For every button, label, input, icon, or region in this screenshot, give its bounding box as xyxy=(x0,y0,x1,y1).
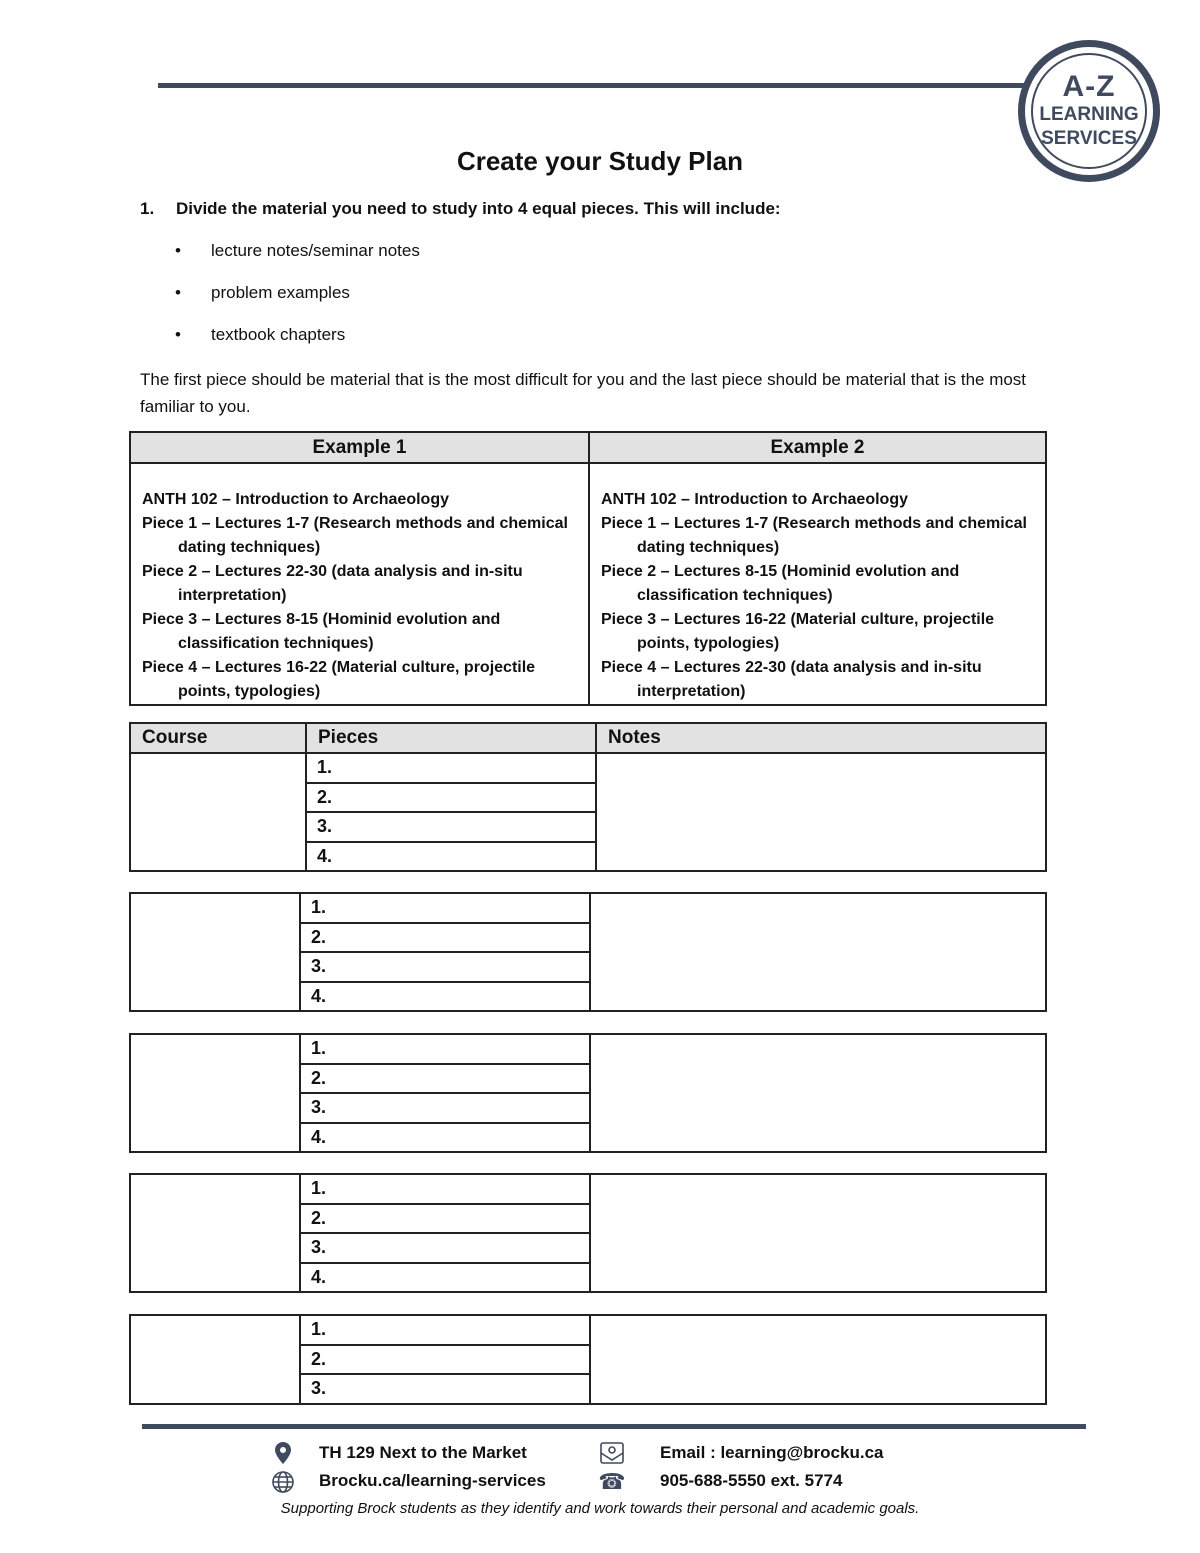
footer-website-link[interactable]: Brocku.ca/learning-services xyxy=(319,1471,546,1490)
piece-cell[interactable]: 2. xyxy=(306,783,596,813)
logo-line-3: SERVICES xyxy=(1041,128,1137,149)
logo-line-2: LEARNING xyxy=(1039,104,1139,125)
example-piece: Piece 4 – Lectures 16-22 (Material culture, projectile points, typologies) xyxy=(142,659,536,700)
example-2-cell xyxy=(589,463,1046,705)
example-piece: Piece 2 – Lectures 8-15 (Hominid evolution and classification techniques) xyxy=(601,563,960,604)
piece-cell[interactable]: 4. xyxy=(300,1123,590,1153)
example-course: ANTH 102 – Introduction to Archaeology xyxy=(142,491,449,508)
course-cell[interactable] xyxy=(130,1174,300,1292)
page-title: Create your Study Plan xyxy=(456,146,744,176)
piece-cell[interactable]: 1. xyxy=(300,1034,590,1064)
footer-rule xyxy=(142,1424,1086,1429)
piece-cell[interactable]: 4. xyxy=(300,982,590,1012)
header-rule xyxy=(158,83,1038,88)
footer-email-link[interactable]: Email : learning@brocku.ca xyxy=(660,1443,884,1462)
study-plan-table-4 xyxy=(129,1173,1047,1293)
piece-cell[interactable]: 2. xyxy=(300,1064,590,1094)
footer-tagline: Supporting Brock students as they identify and work towards their personal and academic goals. xyxy=(280,1500,920,1517)
step-1 xyxy=(140,199,781,219)
phone-icon: ☎ xyxy=(598,1469,626,1494)
study-plan-table-5 xyxy=(129,1314,1047,1405)
example-piece: Piece 3 – Lectures 16-22 (Material culture, projectile points, typologies) xyxy=(601,611,995,652)
step-text: Divide the material you need to study into 4 equal pieces. This will include: xyxy=(176,199,781,218)
list-item: • lecture notes/seminar notes xyxy=(175,241,420,260)
piece-cell[interactable]: 3. xyxy=(306,812,596,842)
bullet-icon: • xyxy=(175,241,181,260)
step-number: 1. xyxy=(140,199,155,218)
course-cell[interactable] xyxy=(130,1315,300,1404)
piece-cell[interactable]: 1. xyxy=(306,753,596,783)
example-piece: Piece 3 – Lectures 8-15 (Hominid evolution and classification techniques) xyxy=(142,611,501,652)
notes-cell[interactable] xyxy=(590,893,1046,1011)
piece-cell[interactable]: 3. xyxy=(300,1374,590,1404)
example-1-cell xyxy=(130,463,589,705)
course-header: Course xyxy=(130,723,306,753)
logo-line-1: A-Z xyxy=(1062,70,1116,103)
notes-cell[interactable] xyxy=(590,1315,1046,1404)
material-list xyxy=(175,240,420,366)
example-piece: Piece 4 – Lectures 22-30 (data analysis and in-situ interpretation) xyxy=(601,659,982,700)
example-piece: Piece 1 – Lectures 1-7 (Research methods and chemical dating techniques) xyxy=(142,515,568,556)
course-cell[interactable] xyxy=(130,893,300,1011)
bullet-icon: • xyxy=(175,325,181,344)
study-plan-table-3 xyxy=(129,1033,1047,1153)
course-cell[interactable] xyxy=(130,753,306,871)
piece-cell[interactable]: 2. xyxy=(300,1204,590,1234)
example-piece: Piece 2 – Lectures 22-30 (data analysis and in-situ interpretation) xyxy=(142,563,523,604)
example-1-header: Example 1 xyxy=(130,432,589,463)
piece-cell[interactable]: 1. xyxy=(300,1315,590,1345)
course-cell[interactable] xyxy=(130,1034,300,1152)
email-icon xyxy=(599,1440,625,1466)
footer-phone: 905-688-5550 ext. 5774 xyxy=(660,1471,843,1490)
example-piece: Piece 1 – Lectures 1-7 (Research methods and chemical dating techniques) xyxy=(601,515,1027,556)
list-item: • textbook chapters xyxy=(175,325,346,344)
piece-cell[interactable]: 3. xyxy=(300,1233,590,1263)
piece-cell[interactable]: 1. xyxy=(300,893,590,923)
notes-cell[interactable] xyxy=(596,753,1046,871)
study-plan-table-1 xyxy=(129,722,1047,872)
pieces-header: Pieces xyxy=(306,723,596,753)
piece-cell[interactable]: 2. xyxy=(300,1345,590,1375)
footer-location: TH 129 Next to the Market xyxy=(319,1443,527,1462)
piece-cell[interactable]: 4. xyxy=(300,1263,590,1293)
example-course: ANTH 102 – Introduction to Archaeology xyxy=(601,491,908,508)
bullet-icon: • xyxy=(175,283,181,302)
instruction-paragraph: The first piece should be material that is the most difficult for you and the last piece should be material that is the most familiar to you. xyxy=(140,370,1027,416)
notes-header: Notes xyxy=(596,723,1046,753)
example-2-header: Example 2 xyxy=(589,432,1046,463)
piece-cell[interactable]: 4. xyxy=(306,842,596,872)
list-item: • problem examples xyxy=(175,283,350,302)
examples-table xyxy=(129,431,1047,706)
piece-cell[interactable]: 2. xyxy=(300,923,590,953)
globe-icon xyxy=(270,1469,296,1495)
notes-cell[interactable] xyxy=(590,1174,1046,1292)
piece-cell[interactable]: 1. xyxy=(300,1174,590,1204)
piece-cell[interactable]: 3. xyxy=(300,952,590,982)
location-pin-icon xyxy=(270,1440,296,1466)
notes-cell[interactable] xyxy=(590,1034,1046,1152)
study-plan-table-2 xyxy=(129,892,1047,1012)
piece-cell[interactable]: 3. xyxy=(300,1093,590,1123)
